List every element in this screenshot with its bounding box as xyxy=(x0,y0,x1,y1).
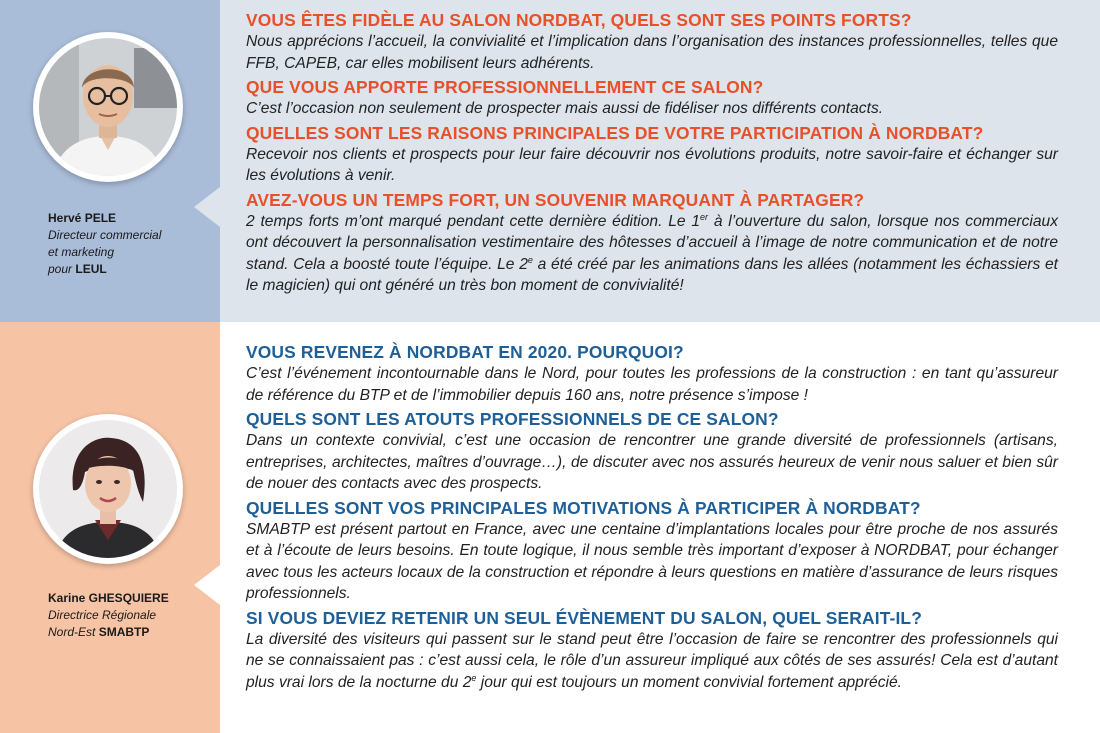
person-role-line2: et marketing xyxy=(48,245,115,259)
answer-text xyxy=(246,211,1058,297)
avatar-karine-ghesquiere xyxy=(33,414,183,564)
interview-section-leul xyxy=(0,0,1100,322)
person-role-prefix: Nord-Est xyxy=(48,625,96,639)
question-heading: SI VOUS DEVIEZ RETENIR UN SEUL ÉVÈNEMENT DU SALON, QUEL SERAIT-IL? xyxy=(246,607,922,628)
person-role-prefix: pour xyxy=(48,262,73,276)
answer-text: Recevoir nos clients et prospects pour leur faire découvrir nos évolutions produits, notre savoir-faire et échanger sur les évolutions à venir. xyxy=(246,145,1058,184)
answer-text: Nous apprécions l’accueil, la convivialité et l’implication dans l’organisation des instances professionnelles, telles que FFB, CAPEB, car elles mobilisent leurs adhérents. xyxy=(246,33,1058,72)
answer-text xyxy=(246,629,1058,694)
ordinal-superscript: er xyxy=(700,211,709,222)
answer-text: SMABTP est présent partout en France, avec une centaine d’implantations locales pour être proche de nos assurés et à l’écoute de leurs besoins. En toute logique, il nous semble très important d’exposer à NORDBAT, pour échanger avec tous les acteurs locaux de la construction et répondre à leurs questions en matière d’assurance de leurs risques professionnels. xyxy=(246,520,1058,602)
person-company-line xyxy=(48,624,169,641)
answer-part: à l’ouverture du salon, lorsque nos commerciaux ont découvert la personnalisation vestimentaire des hôtesses d’accueil à l’image de notre communication et de notre stand. Cela a boosté toute l’équipe. Le 2 xyxy=(246,212,1058,273)
qa-content xyxy=(246,342,1058,696)
interview-section-smabtp xyxy=(0,322,1100,733)
profile-sidebar xyxy=(0,0,220,322)
person-card xyxy=(48,590,169,641)
question-heading: QUELLES SONT VOS PRINCIPALES MOTIVATIONS À PARTICIPER À NORDBAT? xyxy=(246,497,921,518)
person-name: Hervé PELE xyxy=(48,211,117,225)
answer-part: 2 temps forts m’ont marqué pendant cette dernière édition. Le 1 xyxy=(246,212,701,230)
section-pointer xyxy=(194,565,220,605)
answer-text: C’est l’événement incontournable dans le Nord, pour toutes les professions de la construction : en tant qu’assureur de référence du BTP et de l’immobilier depuis 160 ans, notre présence s’impose ! xyxy=(246,365,1058,404)
person-role-line1: Directeur commercial xyxy=(48,228,162,242)
ordinal-superscript: e xyxy=(471,672,477,683)
portrait-photo-woman-icon xyxy=(39,420,177,558)
portrait-photo-man-icon xyxy=(39,38,177,176)
person-card xyxy=(48,210,161,278)
person-company-line xyxy=(48,261,161,278)
section-pointer xyxy=(194,187,220,227)
person-name: Karine GHESQUIERE xyxy=(48,591,169,605)
question-heading: VOUS REVENEZ À NORDBAT EN 2020. POURQUOI? xyxy=(246,342,684,362)
avatar-herve-pele xyxy=(33,32,183,182)
answer-text: Dans un contexte convivial, c’est une occasion de rencontrer une grande diversité de professionnels (artisans, entreprises, architectes, maîtres d’ouvrage…), de discuter avec nos assurés heureux de venir nous saluer et bien sûr de nouer des contacts avec des prospects. xyxy=(246,432,1058,492)
question-heading: QUELS SONT LES ATOUTS PROFESSIONNELS DE CE SALON? xyxy=(246,409,779,429)
qa-content xyxy=(246,10,1058,300)
question-heading: VOUS ÊTES FIDÈLE AU SALON NORDBAT, QUELS SONT SES POINTS FORTS? xyxy=(246,10,912,30)
person-company: LEUL xyxy=(75,262,107,276)
ordinal-superscript: e xyxy=(527,254,533,265)
answer-part: La diversité des visiteurs qui passent sur le stand peut être l’occasion de faire se rencontrer des professionnels qui ne se connaissaient pas : c’est aussi cela, le rôle d’un assureur impliqué aux côtés de ses assurés! Cela est d’autant plus vrai lors de la nocturne du 2 xyxy=(246,630,1058,691)
question-heading: AVEZ-VOUS UN TEMPS FORT, UN SOUVENIR MARQUANT À PARTAGER? xyxy=(246,189,865,210)
answer-part: jour qui est toujours un moment convivial fortement apprécié. xyxy=(476,673,902,691)
answer-text: C’est l’occasion non seulement de prospecter mais aussi de fidéliser nos différents contacts. xyxy=(246,100,884,117)
person-company: SMABTP xyxy=(98,625,150,639)
profile-sidebar xyxy=(0,322,220,733)
answer-part: a été créé par les animations dans les allées (notamment les échassiers et le magicien) qui ont généré un très bon moment de convivialité! xyxy=(246,255,1058,294)
question-heading: QUELLES SONT LES RAISONS PRINCIPALES DE VOTRE PARTICIPATION À NORDBAT? xyxy=(246,122,984,143)
person-role-line1: Directrice Régionale xyxy=(48,608,157,622)
question-heading: QUE VOUS APPORTE PROFESSIONNELLEMENT CE SALON? xyxy=(246,77,764,97)
